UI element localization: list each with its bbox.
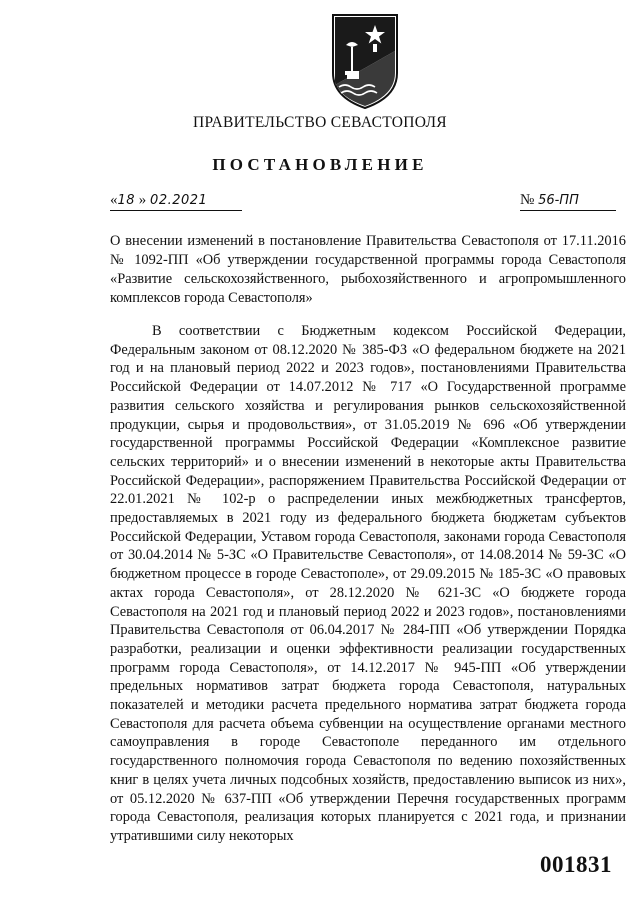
number-sign: № [520, 192, 535, 208]
date-day: 18 [117, 193, 136, 208]
document-number: 56-ПП [538, 193, 579, 208]
date-month-year: 02.2021 [150, 193, 208, 208]
document-subject: О внесении изменений в постановление Правительства Севастополя от 17.11.2016 № 1092-ПП «Об утверждении государственной программы города Севастополя «Развитие сельскохозяйственного, рыбохозяйственного и агропромышленного комплексов города Севастополя» [110, 233, 626, 306]
document-body-paragraph: В соответствии с Бюджетным кодексом Российской Федерации, Федеральным законом от 08.12.2020 № 385-ФЗ «О федеральном бюджете на 2021 год и на плановый период 2022 и 2023 годов», постановлениями Правительства Российской Федерации от 14.07.2012 № 717 «О Государственной программе развития сельского хозяйства и регулирования рынков сельскохозяйственной продукции, сырья и продовольствия», от 31.05.2019 № 696 «Об утверждении государственной программы Российской Федерации «Комплексное развитие сельских территорий» и о внесении изменений в некоторые акты Правительства Российской Федерации», распоряжением Правительства Российской Федерации от 22.01.2021 № 102-р о распределении иных межбюджетных трансфертов, предоставляемых в 2021 году из федерального бюджета бюджетам субъектов Российской Федерации, Уставом города Севастополя, законами города Севастополя от 30.04.2014 № 5-ЗС «О Правительстве Севастополя», от 14.08.2014 № 59-ЗС «О бюджетном процессе в городе Севастополе», от 29.09.2015 № 185-ЗС «О правовых актах города Севастополя», от 28.12.2020 № 621-ЗС «О бюджете города Севастополя на 2021 год и плановый период 2022 и 2023 годов», постановлениями Правительства Севастополя от 06.04.2017 № 284-ПП «Об утверждении Порядка разработки, реализации и оценки эффективности реализации государственных программ города Севастополя», от 14.12.2017 № 945-ПП «Об утверждении предельных нормативов затрат бюджета города Севастополя, натуральных показателей и методики расчета предельного норматива затрат бюджета города Севастополя для расчета объема субвенции на осуществление органами местного самоуправления в городе Севастополе переданного им отдельного государственного полномочия города Севастополя по ведению похозяйственных книг в целях учета личных подсобных хозяйств, предоставлению выписок из них», от 05.12.2020 № 637-ПП «Об утверждении Перечня государственных программ города Севастополя, реализация которых планируется с 2021 года, и признании утратившими силу некоторых [110, 323, 626, 844]
document-date-field [110, 192, 242, 211]
date-quote-close: » [138, 192, 147, 208]
document-type-title: ПОСТАНОВЛЕНИЕ [212, 155, 428, 174]
sevastopol-coat-of-arms-icon [329, 11, 401, 111]
date-quote-open: « [110, 192, 118, 208]
document-number-field [520, 192, 616, 211]
government-name: ПРАВИТЕЛЬСТВО СЕВАСТОПОЛЯ [193, 114, 447, 131]
document-serial-number: 001831 [540, 852, 612, 877]
